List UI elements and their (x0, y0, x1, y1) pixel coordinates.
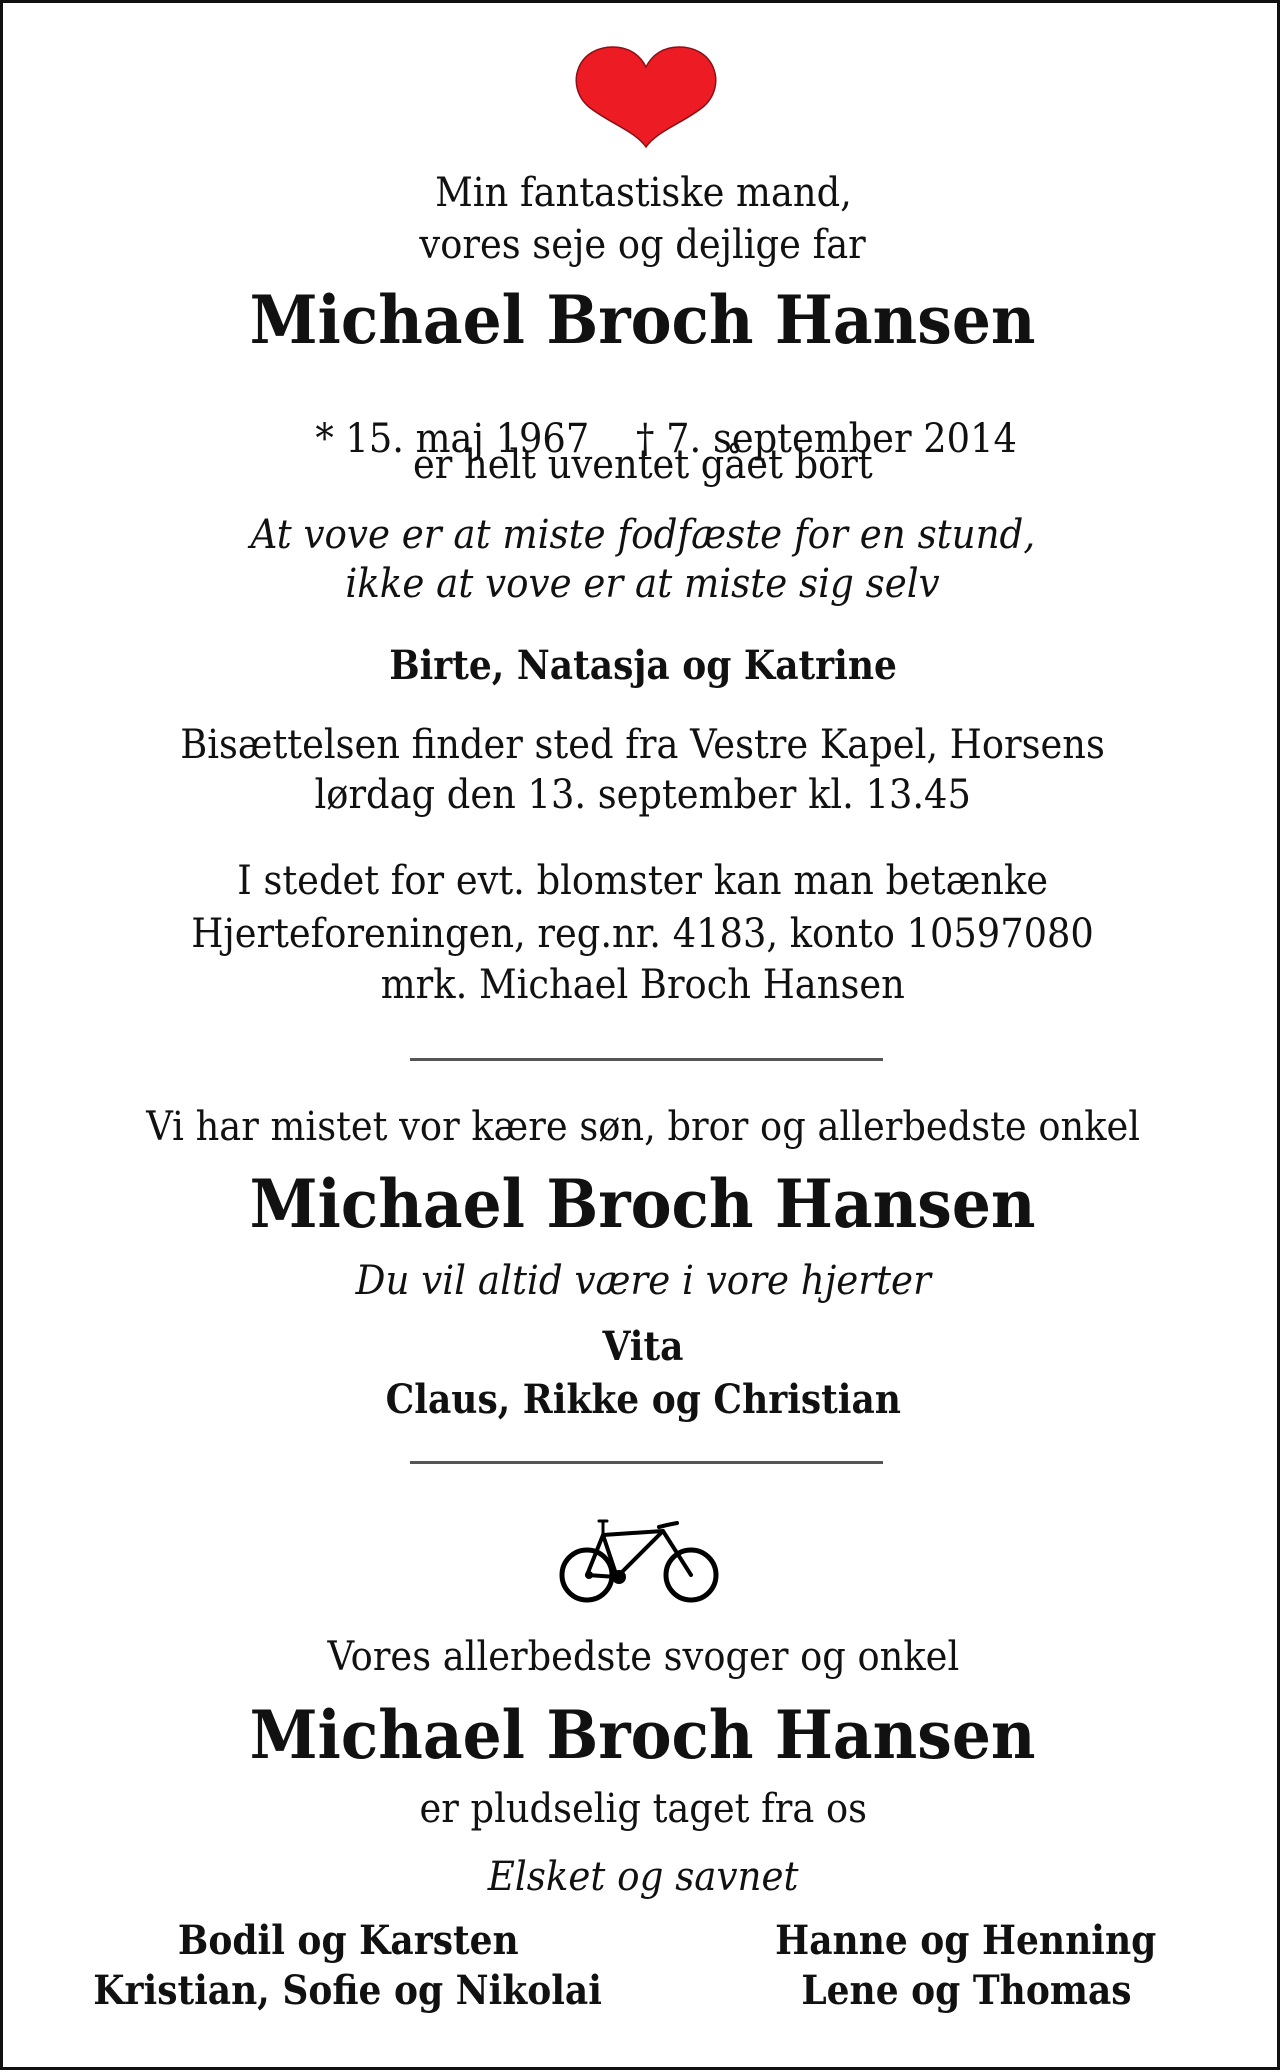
intro-line-2: vores seje og dejlige far (419, 222, 867, 268)
signed-left-line-1: Bodil og Karsten (177, 1917, 519, 1964)
deceased-name-2: Michael Broch Hansen (250, 1165, 1036, 1243)
quote-notice-3: Elsket og savnet (487, 1854, 799, 1900)
signed-line-2-notice-2: Claus, Rikke og Christian (385, 1376, 901, 1423)
quote-notice-2: Du vil altid være i vore hjerter (355, 1258, 931, 1304)
bicycle-icon (555, 1505, 727, 1605)
quote-line-1: At vove er at miste fodfæste for en stund, (250, 512, 1036, 558)
signed-right-line-1: Hanne og Henning (775, 1917, 1157, 1964)
birth-date: * 15. maj 1967 (315, 416, 590, 462)
signed-left-line-2: Kristian, Sofie og Nikolai (93, 1967, 603, 2014)
section-divider-1 (410, 1058, 883, 1061)
passed-away-notice-3: er pludselig taget fra os (419, 1786, 867, 1832)
deceased-name-1: Michael Broch Hansen (250, 281, 1036, 359)
donation-line-3: mrk. Michael Broch Hansen (380, 962, 906, 1008)
death-date: † 7. september 2014 (636, 416, 1018, 462)
section-divider-2 (410, 1461, 883, 1464)
signed-line-1-notice-2: Vita (602, 1323, 684, 1370)
deceased-name-3: Michael Broch Hansen (250, 1696, 1036, 1774)
heart-icon (575, 45, 717, 149)
funeral-line-2: lørdag den 13. september kl. 13.45 (314, 772, 972, 818)
intro-line-1: Min fantastiske mand, (434, 170, 852, 216)
donation-line-2: Hjerteforeningen, reg.nr. 4183, konto 10597080 (191, 911, 1095, 957)
quote-line-2: ikke at vove er at miste sig selv (345, 561, 941, 607)
intro-line-notice-3: Vores allerbedste svoger og onkel (327, 1634, 959, 1680)
signed-family-1: Birte, Natasja og Katrine (389, 642, 897, 689)
intro-line-notice-2: Vi har mistet vor kære søn, bror og allerbedste onkel (146, 1104, 1140, 1150)
passed-away-line: er helt uventet gået bort (413, 442, 873, 488)
signed-right-line-2: Lene og Thomas (800, 1967, 1132, 2014)
donation-line-1: I stedet for evt. blomster kan man betænke (237, 858, 1049, 904)
funeral-line-1: Bisættelsen finder sted fra Vestre Kapel, Horsens (180, 722, 1106, 768)
